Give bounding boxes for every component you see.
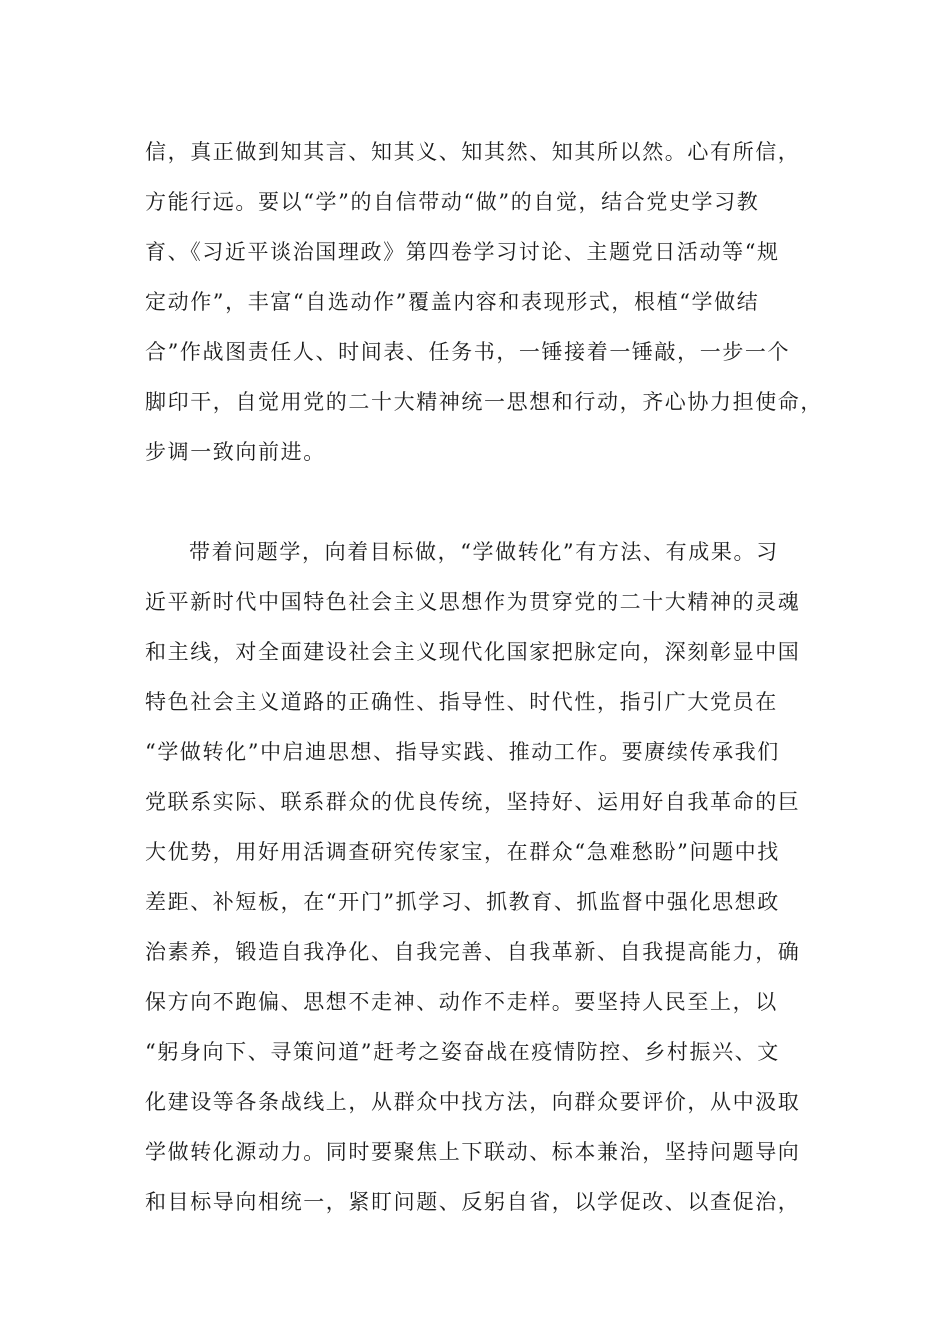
paragraph-2-line-3: 和主线，对全面建设社会主义现代化国家把脉定向，深刻彰显中国 <box>145 640 801 664</box>
paragraph-1-line-3: 育、《习近平谈治国理政》第四卷学习讨论、主题党日活动等“规 <box>145 240 780 264</box>
paragraph-2-line-11: “躬身向下、寻策问道”赶考之姿奋战在疫情防控、乡村振兴、文 <box>145 1040 780 1064</box>
paragraph-2-line-1: 带着问题学，向着目标做，“学做转化”有方法、有成果。习 <box>189 540 779 564</box>
paragraph-2-line-9: 治素养，锻造自我净化、自我完善、自我革新、自我提高能力，确 <box>145 940 801 964</box>
paragraph-2-line-8: 差距、补短板，在“开门”抓学习、抓教育、抓监督中强化思想政 <box>145 890 780 914</box>
paragraph-1-line-5: 合”作战图责任人、时间表、任务书，一锤接着一锤敲，一步一个 <box>145 340 791 364</box>
paragraph-1-line-4: 定动作”，丰富“自选动作”覆盖内容和表现形式，根植“学做结 <box>145 290 760 314</box>
paragraph-2-line-5: “学做转化”中启迪思想、指导实践、推动工作。要赓续传承我们 <box>145 740 780 764</box>
paragraph-1-line-2: 方能行远。要以“学”的自信带动“做”的自觉，结合党史学习教 <box>145 190 760 214</box>
paragraph-2-line-10: 保方向不跑偏、思想不走神、动作不走样。要坚持人民至上，以 <box>145 990 778 1014</box>
paragraph-1-line-7: 步调一致向前进。 <box>145 440 326 464</box>
paragraph-2-line-2: 近平新时代中国特色社会主义思想作为贯穿党的二十大精神的灵魂 <box>145 590 801 614</box>
paragraph-2-line-12: 化建设等各条战线上，从群众中找方法，向群众要评价，从中汲取 <box>145 1090 801 1114</box>
paragraph-2-line-4: 特色社会主义道路的正确性、指导性、时代性，指引广大党员在 <box>145 690 778 714</box>
paragraph-2-line-7: 大优势，用好用活调查研究传家宝，在群众“急难愁盼”问题中找 <box>145 840 780 864</box>
paragraph-1-line-6: 脚印干，自觉用党的二十大精神统一思想和行动，齐心协力担使命， <box>145 390 823 414</box>
paragraph-2-line-13: 学做转化源动力。同时要聚焦上下联动、标本兼治，坚持问题导向 <box>145 1140 801 1164</box>
paragraph-2-line-6: 党联系实际、联系群众的优良传统，坚持好、运用好自我革命的巨 <box>145 790 801 814</box>
paragraph-1-line-1: 信，真正做到知其言、知其义、知其然、知其所以然。心有所信， <box>145 140 801 164</box>
paragraph-2-line-14: 和目标导向相统一，紧盯问题、反躬自省，以学促改、以查促治， <box>145 1190 801 1214</box>
